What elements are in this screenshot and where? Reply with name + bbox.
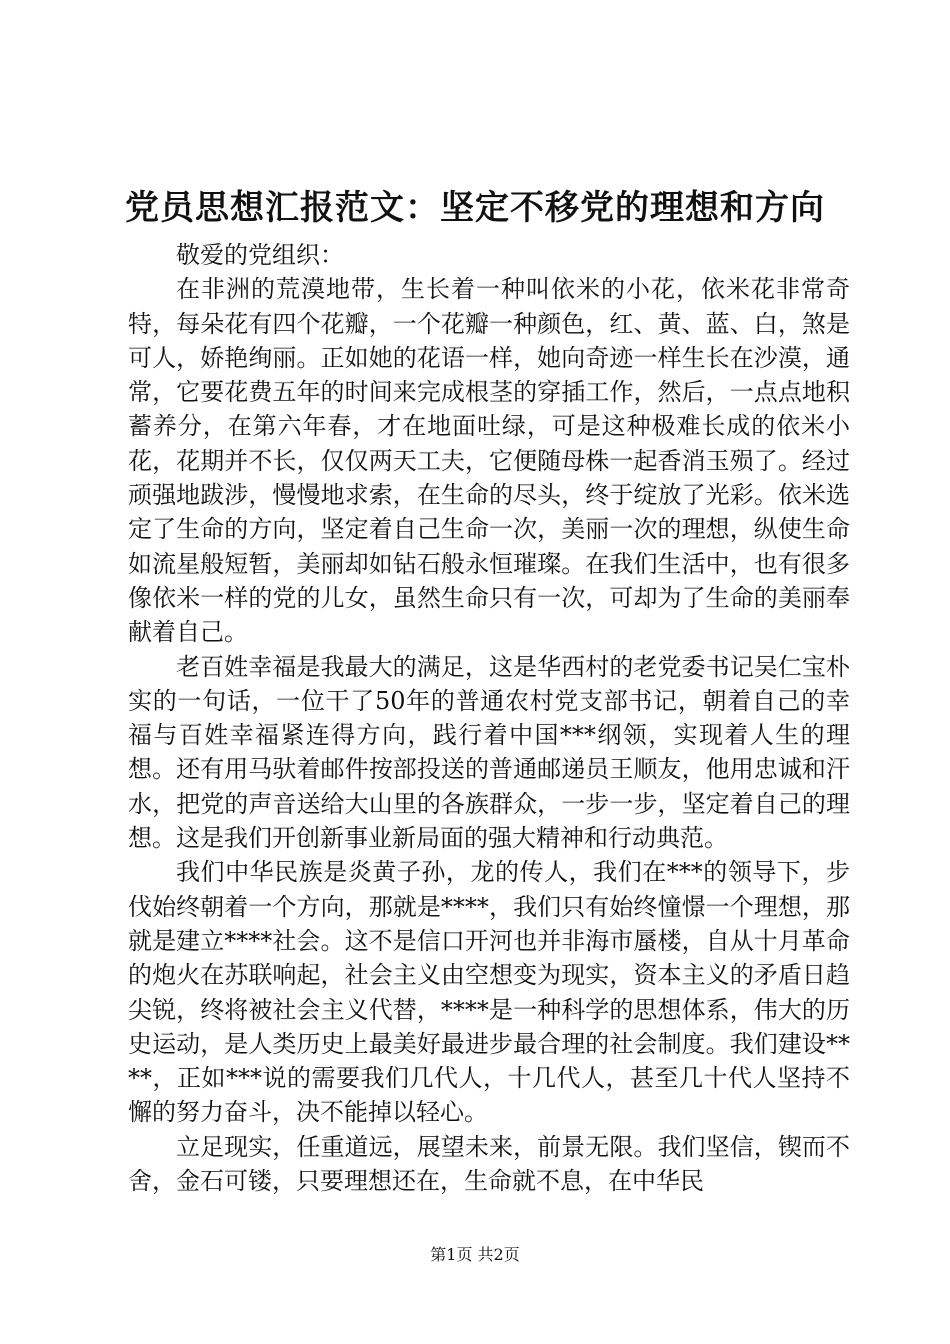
page-title: 党员思想汇报范文：坚定不移党的理想和方向 (125, 188, 825, 228)
salutation: 敬爱的党组织： (176, 241, 344, 269)
page-number-footer: 第1页 共2页 (430, 1245, 520, 1264)
paragraph: 在非洲的荒漠地带，生长着一种叫依米的小花，依米花非常奇特，每朵花有四个花瓣，一个花瓣一种颜色，红、黄、蓝、白，煞是可人，娇艳绚丽。正如她的花语一样，她向奇迹一样生长在沙漠，通常，它要花费五年的时间来完成根茎的穿插工作，然后，一点点地积蓄养分，在第六年春，才在地面吐绿，可是这种极难长成的依米小花，花期并不长，仅仅两天工夫，它便随母株一起香消玉殒了。经过顽强地跋涉，慢慢地求索，在生命的尽头，终于绽放了光彩。依米选定了生命的方向，坚定着自己生命一次，美丽一次的理想，纵使生命如流星般短暂，美丽却如钻石般永恒璀璨。在我们生活中，也有很多像依米一样的党的儿女，虽然生命只有一次，可却为了生命的美丽奉献着自己。 (128, 275, 850, 647)
paragraph: 我们中华民族是炎黄子孙，龙的传人，我们在***的领导下，步伐始终朝着一个方向，那就是****，我们只有始终憧憬一个理想，那就是建立****社会。这不是信口开河也并非海市蜃楼，自从十月革命的炮火在苏联响起，社会主义由空想变为现实，资本主义的矛盾日趋尖锐，终将被社会主义代替，****是一种科学的思想体系，伟大的历史运动，是人类历史上最美好最进步最合理的社会制度。我们建设****，正如***说的需要我们几代人，十几代人，甚至几十代人坚持不懈的努力奋斗，决不能掉以轻心。 (128, 858, 850, 1127)
paragraph: 老百姓幸福是我最大的满足，这是华西村的老党委书记吴仁宝朴实的一句话，一位干了50年的普通农村党支部书记，朝着自己的幸福与百姓幸福紧连得方向，践行着中国***纲领，实现着人生的理想。还有用马驮着邮件按部投送的普通邮递员王顺友，他用忠诚和汗水，把党的声音送给大山里的各族群众，一步一步，坚定着自己的理想。这是我们开创新事业新局面的强大精神和行动典范。 (128, 652, 850, 853)
document-body (128, 238, 850, 1198)
paragraph: 立足现实，任重道远，展望未来，前景无限。我们坚信，锲而不舍，金石可镂，只要理想还在，生命就不息，在中华民 (128, 1132, 850, 1196)
